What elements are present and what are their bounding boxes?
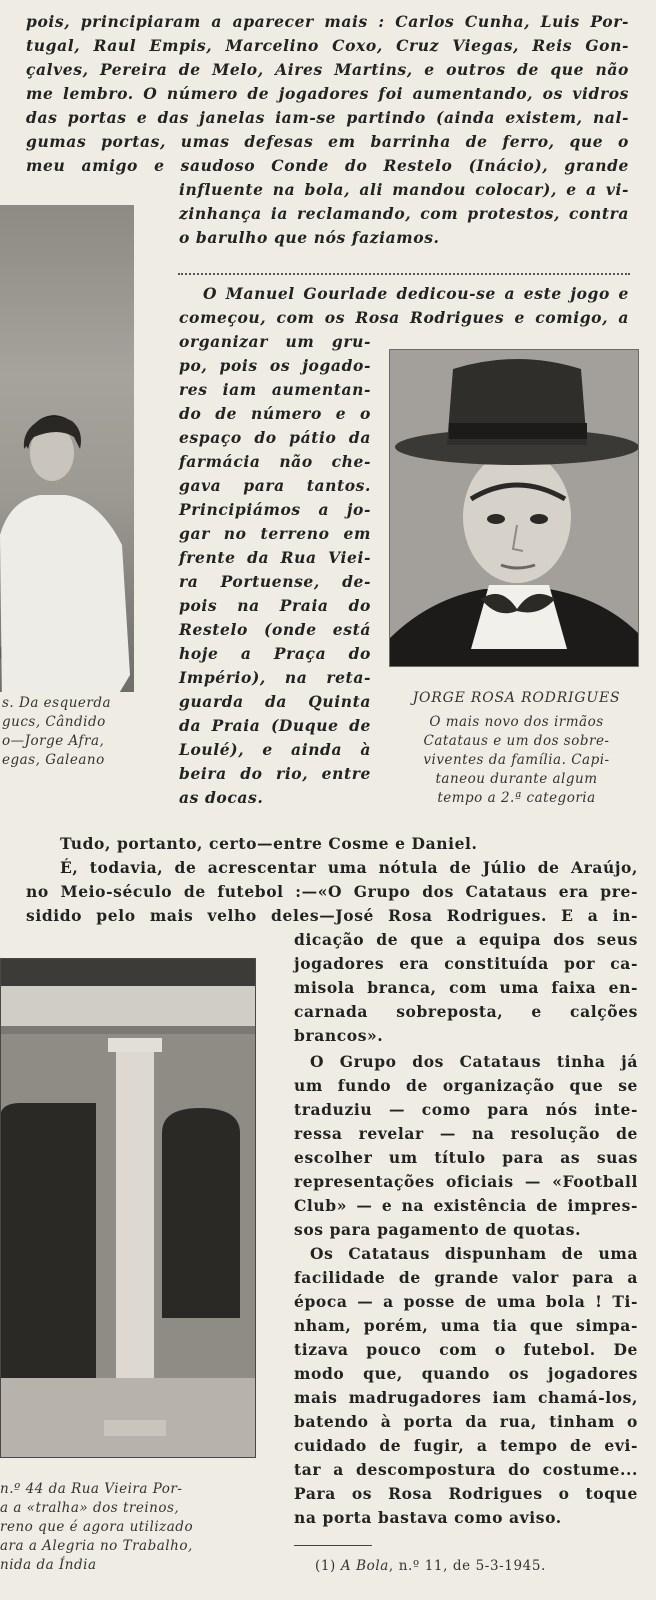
- text-line: frente da Rua Viei-: [179, 548, 371, 567]
- text-line: da Praia (Duque de: [179, 716, 371, 735]
- text-line: o barulho que nós faziamos.: [179, 228, 440, 247]
- doorway-scene: [0, 958, 256, 1458]
- text-line: É, todavia, de acrescentar uma nótula de Júlio de Araújo,: [60, 858, 638, 877]
- text-line: sos para pagamento de quotas.: [294, 1220, 582, 1239]
- text-line: Tudo, portanto, certo—entre Cosme e Daniel.: [60, 834, 478, 853]
- text-line: nham, porém, uma tia que simpa-: [294, 1316, 638, 1335]
- right-photo-jorge-rosa-rodrigues: [389, 349, 639, 667]
- text-line: farmácia não che-: [179, 452, 371, 471]
- caption-line: s. Da esquerda: [2, 695, 112, 711]
- caption-title: JORGE ROSA RODRIGUES: [412, 690, 621, 706]
- caption-line: Catataus e um dos sobre-: [423, 733, 610, 749]
- text-line: influente na bola, ali mandou colocar), e a vi-: [179, 180, 629, 199]
- text-line: çalves, Pereira de Melo, Aires Martins, e outros de que não: [26, 60, 629, 79]
- caption-line: a a «tralha» dos treinos,: [0, 1500, 180, 1516]
- text-line: no Meio-século de futebol :—«O Grupo dos Catataus era pre-: [26, 882, 638, 901]
- text-line: jogadores era constituída por ca-: [294, 954, 638, 973]
- fourth-paragraph: [294, 1050, 638, 1242]
- text-line: pois na Praia do: [179, 596, 371, 615]
- text-line: gumas portas, umas defesas em barrinha de ferro, que o: [26, 132, 629, 151]
- text-line: zinhança ia reclamando, com protestos, contra: [179, 204, 629, 223]
- text-line: Para os Rosa Rodrigues o toque: [294, 1484, 638, 1503]
- text-line: começou, com os Rosa Rodrigues e comigo, a: [179, 308, 629, 327]
- text-line: carnada sobreposta, e calções: [294, 1002, 638, 1021]
- text-line: pois, principiaram a aparecer mais : Carlos Cunha, Luis Por-: [26, 12, 629, 31]
- text-line: ressa revelar — na resolução de: [294, 1124, 638, 1143]
- text-line: modo que, quando os jogadores: [294, 1364, 638, 1383]
- text-line: Club» — e na existência de impres-: [294, 1196, 638, 1215]
- caption-line: ara a Alegria no Trabalho,: [0, 1538, 193, 1554]
- man-portrait: [389, 349, 639, 667]
- text-line: tar a descompostura do costume...: [294, 1460, 638, 1479]
- text-line: guarda da Quinta: [179, 692, 371, 711]
- text-line: espaço do pátio da: [179, 428, 371, 447]
- text-line: do de número e o: [179, 404, 371, 423]
- bottom-photo-doorway: [0, 958, 256, 1458]
- footnote-marker: (1): [315, 1558, 336, 1574]
- text-line: O Grupo dos Catataus tinha já: [310, 1052, 638, 1071]
- text-line: escolher um título para as suas: [294, 1148, 638, 1167]
- text-line: O Manuel Gourlade dedicou-se a este jogo e: [203, 284, 629, 303]
- text-line: mais madrugadores iam chamá-los,: [294, 1388, 638, 1407]
- right-photo-caption: [399, 689, 634, 808]
- caption-line: viventes da família. Capi-: [423, 752, 610, 768]
- bottom-photo-caption: [0, 1480, 250, 1575]
- caption-line: reno que é agora utilizado: [0, 1519, 194, 1535]
- third-paragraph: [26, 832, 638, 928]
- text-line: representações oficiais — «Football: [294, 1172, 638, 1191]
- second-paragraph-column: [179, 330, 371, 810]
- text-line: traduziu — como para nós inte-: [294, 1100, 638, 1119]
- footnote: [315, 1558, 546, 1574]
- caption-line: egas, Galeano: [2, 752, 105, 768]
- text-line: me lembro. O número de jogadores foi aumentando, os vidros: [26, 84, 629, 103]
- text-line: gar no terreno em: [179, 524, 371, 543]
- caption-line: tempo a 2.ª categoria: [437, 790, 596, 806]
- text-line: das portas e das janelas iam-se partindo (ainda existem, nal-: [26, 108, 629, 127]
- text-line: Restelo (onde está: [179, 620, 371, 639]
- fifth-paragraph: [294, 1242, 638, 1530]
- caption-line: O mais novo dos irmãos: [429, 714, 604, 730]
- text-line: cuidado de fugir, a tempo de evi-: [294, 1436, 638, 1455]
- text-line: sidido pelo mais velho deles—José Rosa Rodrigues. E a in-: [26, 906, 638, 925]
- text-line: res iam aumentan-: [179, 380, 371, 399]
- caption-line: gucs, Cândido: [2, 714, 106, 730]
- top-paragraph: [26, 10, 629, 178]
- footnote-source: A Bola: [340, 1558, 389, 1574]
- left-photo-woman: [0, 205, 134, 692]
- text-line: Os Catataus dispunham de uma: [310, 1244, 638, 1263]
- text-line: po, pois os jogado-: [179, 356, 371, 375]
- text-line: batendo à porta da rua, tinham o: [294, 1412, 638, 1431]
- dotted-separator: [178, 273, 630, 275]
- text-line: Império), na reta-: [179, 668, 371, 687]
- text-line: facilidade de grande valor para a: [294, 1268, 638, 1287]
- text-line: beira do rio, entre: [179, 764, 371, 783]
- caption-line: taneou durante algum: [435, 771, 598, 787]
- text-line: as docas.: [179, 788, 264, 807]
- caption-line: nida da Índia: [0, 1557, 97, 1573]
- text-line: um fundo de organização que se: [294, 1076, 638, 1095]
- third-paragraph-column: [294, 928, 638, 1048]
- caption-line: o—Jorge Afra,: [2, 733, 105, 749]
- text-line: na porta bastava como aviso.: [294, 1508, 562, 1527]
- text-line: Loulé), e ainda à: [179, 740, 371, 759]
- woman-photo-figure: [0, 205, 134, 692]
- text-line: época — a posse de uma bola ! Ti-: [294, 1292, 638, 1311]
- text-line: tugal, Raul Empis, Marcelino Coxo, Cruz Viegas, Reis Gon-: [26, 36, 629, 55]
- footnote-rest: , n.º 11, de 5-3-1945.: [388, 1558, 546, 1574]
- caption-line: n.º 44 da Rua Vieira Por-: [0, 1481, 183, 1497]
- second-paragraph: [179, 282, 629, 330]
- text-line: dicação de que a equipa dos seus: [294, 930, 638, 949]
- text-line: ra Portuense, de-: [179, 572, 371, 591]
- text-line: gava para tantos.: [179, 476, 371, 495]
- text-line: misola branca, com uma faixa en-: [294, 978, 638, 997]
- text-line: hoje a Praça do: [179, 644, 371, 663]
- left-photo-caption: [2, 694, 122, 770]
- text-line: tizava pouco com o futebol. De: [294, 1340, 638, 1359]
- text-line: organizar um gru-: [179, 332, 371, 351]
- footnote-rule: [294, 1545, 372, 1546]
- text-line: Principiámos a jo-: [179, 500, 371, 519]
- text-line: meu amigo e saudoso Conde do Restelo (Inácio), grande: [26, 156, 629, 175]
- top-paragraph-continued: [179, 178, 629, 250]
- text-line: brancos».: [294, 1026, 384, 1045]
